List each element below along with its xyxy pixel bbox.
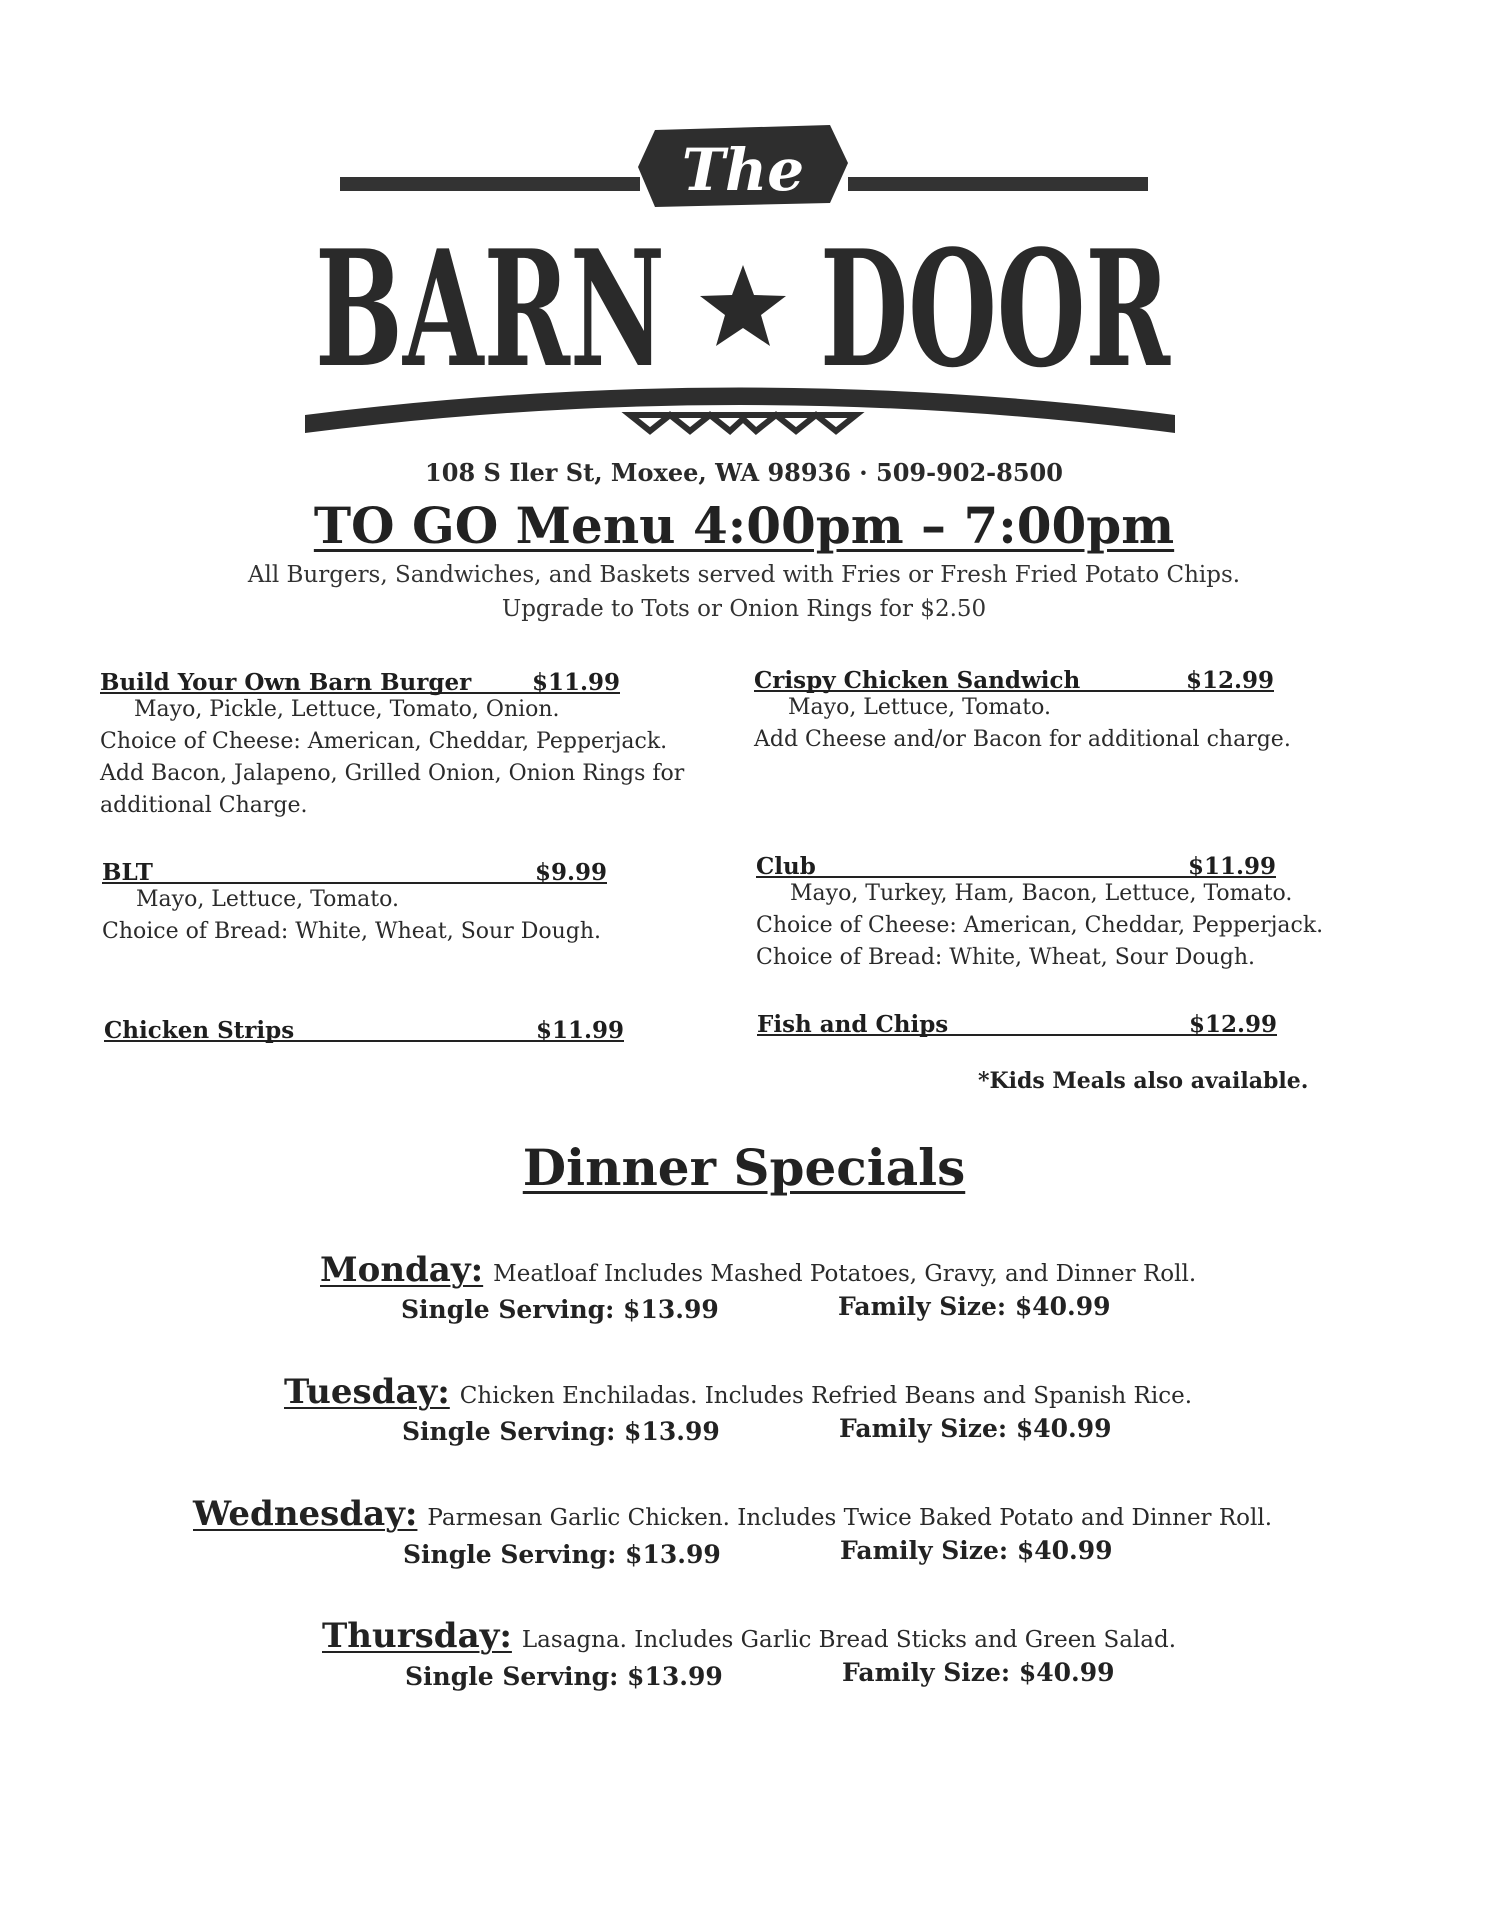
item-name: Crispy Chicken Sandwich	[754, 667, 1081, 694]
item-name: Build Your Own Barn Burger	[100, 669, 472, 696]
logo-rule-right	[848, 177, 1148, 191]
item-desc: Mayo, Turkey, Ham, Bacon, Lettuce, Tomato.	[790, 881, 1293, 906]
family-price: Family Size: $40.99	[840, 1536, 1113, 1565]
dinner-specials-title: Dinner Specials	[522, 1138, 966, 1197]
sides-note-line2: Upgrade to Tots or Onion Rings for $2.50	[501, 596, 987, 622]
item-desc: Add Bacon, Jalapeno, Grilled Onion, Onion Rings for	[100, 761, 685, 786]
family-price: Family Size: $40.99	[838, 1292, 1111, 1321]
special-monday	[320, 1250, 1196, 1290]
single-price: Single Serving: $13.99	[402, 1417, 720, 1446]
item-desc: Add Cheese and/or Bacon for additional charge.	[754, 727, 1291, 752]
kids-meals-note: *Kids Meals also available.	[978, 1068, 1309, 1094]
menu-item-crispy-chicken	[754, 660, 1291, 756]
item-name: BLT	[102, 859, 153, 886]
address-phone: 108 S Iler St, Moxee, WA 98936 · 509-902-8500	[425, 458, 1063, 487]
menu-item-fish-and-chips	[757, 1004, 1277, 1036]
item-desc: Mayo, Lettuce, Tomato.	[136, 887, 399, 912]
item-price: $12.99	[1185, 667, 1274, 694]
logo-door: DOOR	[820, 215, 1171, 403]
day-name: Tuesday:	[284, 1372, 450, 1412]
logo-barn: BARN	[315, 215, 665, 403]
menu-item-barn-burger	[100, 662, 685, 822]
menu-item-blt	[102, 852, 607, 948]
item-desc: additional Charge.	[100, 793, 308, 818]
day-name: Wednesday:	[193, 1494, 418, 1534]
item-name: Chicken Strips	[104, 1017, 295, 1044]
special-desc: Parmesan Garlic Chicken. Includes Twice Baked Potato and Dinner Roll.	[427, 1505, 1273, 1531]
item-price: $11.99	[531, 669, 620, 696]
item-price: $9.99	[534, 859, 607, 886]
special-thursday	[322, 1616, 1176, 1656]
logo-the: The	[681, 136, 805, 204]
item-desc: Mayo, Lettuce, Tomato.	[788, 695, 1051, 720]
special-tuesday	[284, 1372, 1192, 1412]
special-desc: Meatloaf Includes Mashed Potatoes, Gravy, and Dinner Roll.	[493, 1261, 1197, 1287]
special-desc: Chicken Enchiladas. Includes Refried Beans and Spanish Rice.	[459, 1383, 1193, 1409]
single-price: Single Serving: $13.99	[403, 1540, 721, 1569]
item-name: Fish and Chips	[757, 1011, 949, 1038]
menu-item-chicken-strips	[104, 1010, 624, 1042]
sides-note-line1: All Burgers, Sandwiches, and Baskets served with Fries or Fresh Fried Potato Chips.	[247, 562, 1241, 588]
item-desc: Choice of Cheese: American, Cheddar, Pepperjack.	[756, 913, 1324, 938]
item-price: $11.99	[1187, 853, 1276, 880]
family-price: Family Size: $40.99	[842, 1658, 1115, 1687]
item-name: Club	[756, 853, 816, 880]
item-price: $12.99	[1188, 1011, 1277, 1038]
star-icon	[700, 265, 786, 346]
item-desc: Mayo, Pickle, Lettuce, Tomato, Onion.	[134, 697, 560, 722]
special-desc: Lasagna. Includes Garlic Bread Sticks and Green Salad.	[521, 1627, 1177, 1653]
item-desc: Choice of Bread: White, Wheat, Sour Dough.	[102, 919, 602, 944]
item-desc: Choice of Cheese: American, Cheddar, Pepperjack.	[100, 729, 668, 754]
day-name: Monday:	[320, 1250, 484, 1290]
logo-rule-left	[340, 177, 640, 191]
menu-item-club	[756, 846, 1324, 974]
special-wednesday	[193, 1494, 1272, 1534]
day-name: Thursday:	[322, 1616, 512, 1656]
item-price: $11.99	[535, 1017, 624, 1044]
barn-door-logo	[300, 115, 1180, 455]
family-price: Family Size: $40.99	[839, 1414, 1112, 1443]
single-price: Single Serving: $13.99	[405, 1662, 723, 1691]
single-price: Single Serving: $13.99	[401, 1295, 719, 1324]
item-desc: Choice of Bread: White, Wheat, Sour Dough.	[756, 945, 1256, 970]
togo-menu-title: TO GO Menu 4:00pm – 7:00pm	[313, 496, 1175, 555]
logo-zigzag	[630, 415, 856, 431]
